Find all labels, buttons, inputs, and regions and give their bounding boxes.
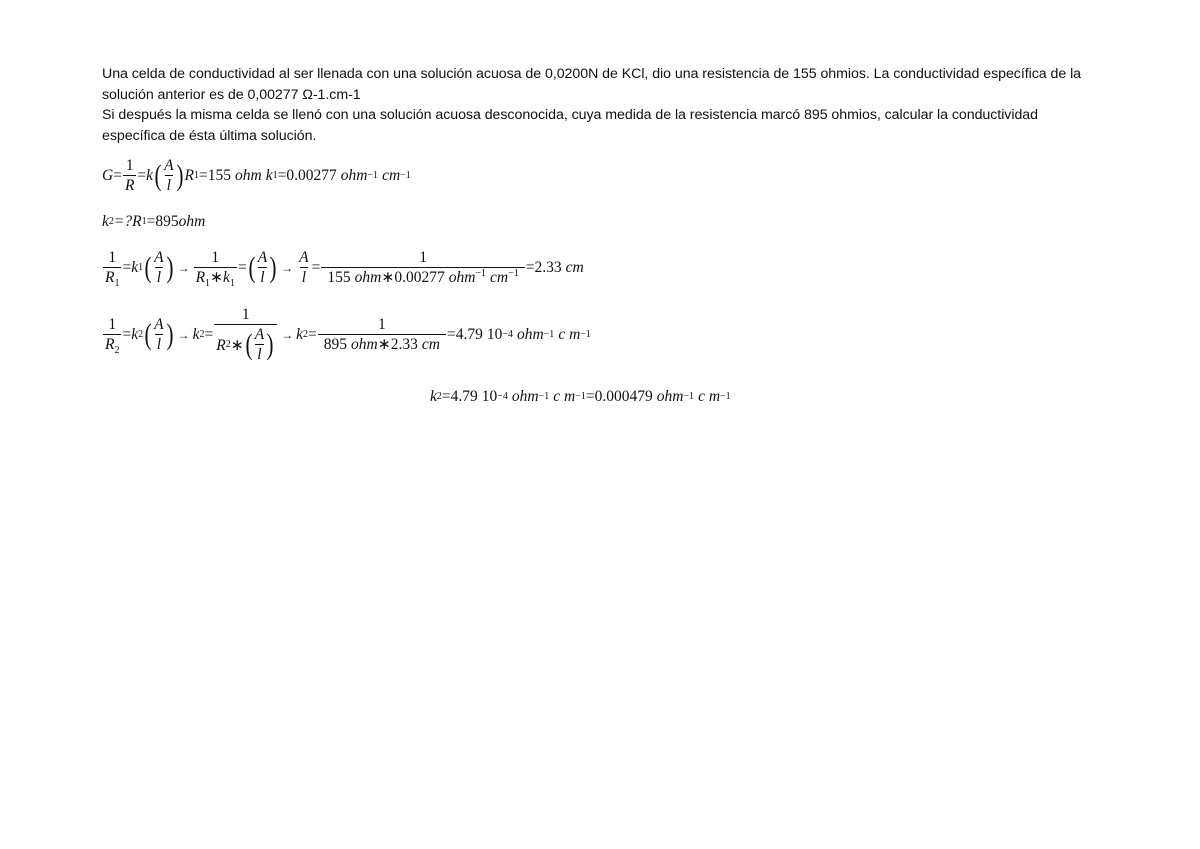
equation-conductivity-2: $\frac{1}{R_2}$ = k 2 ( $\frac{A}{l}$ ) → k 2 = 1 R 2 ∗ ( $\frac{A}{l}$ ) → k 2 = $\frac{1}{\text{895 ohm∗2.33 cm}}$ =4.79 10 −4 ohm −1 c m −1 <box>105 306 591 363</box>
problem-statement-paragraph-2: Si después la misma celda se llenó con una solución acuosa desconocida, cuya medida de la resistencia marcó 895 ohmios, calcular la conductividad específica de ésta última solución. <box>102 107 1038 144</box>
problem-statement-paragraph-1: Una celda de conductividad al ser llenada con una solución acuosa de 0,0200N de KCl, dio una resistencia de 155 ohmios. La conductividad específica de la solución anterior es de 0,00277 Ω-1.cm-1 <box>102 66 1082 103</box>
equation-unknown: k 2 =? R 1 =895 ohm <box>102 213 206 230</box>
equation-conductance: G = $\frac{1}{R}$ = k ( $\frac{A}{l}$ ) R 1 =155 ohm k 1 =0.00277 ohm −1 cm −1 <box>102 157 411 194</box>
equation-cell-constant: $\frac{1}{R_1}$ = k 1 ( $\frac{A}{l}$ ) → $\frac{1}{R_1∗k_1}$ = ( $\frac{A}{l}$ ) → $\frac{A}{l}$ = $\frac{1}{155 ohm∗0.00277 ohm^{-1} cm^{-1}}$ =2.33 cm <box>105 249 584 290</box>
equation-final-result: k 2 =4.79 10 −4 ohm −1 c m −1 =0.000479 ohm −1 c m −1 <box>430 388 731 405</box>
